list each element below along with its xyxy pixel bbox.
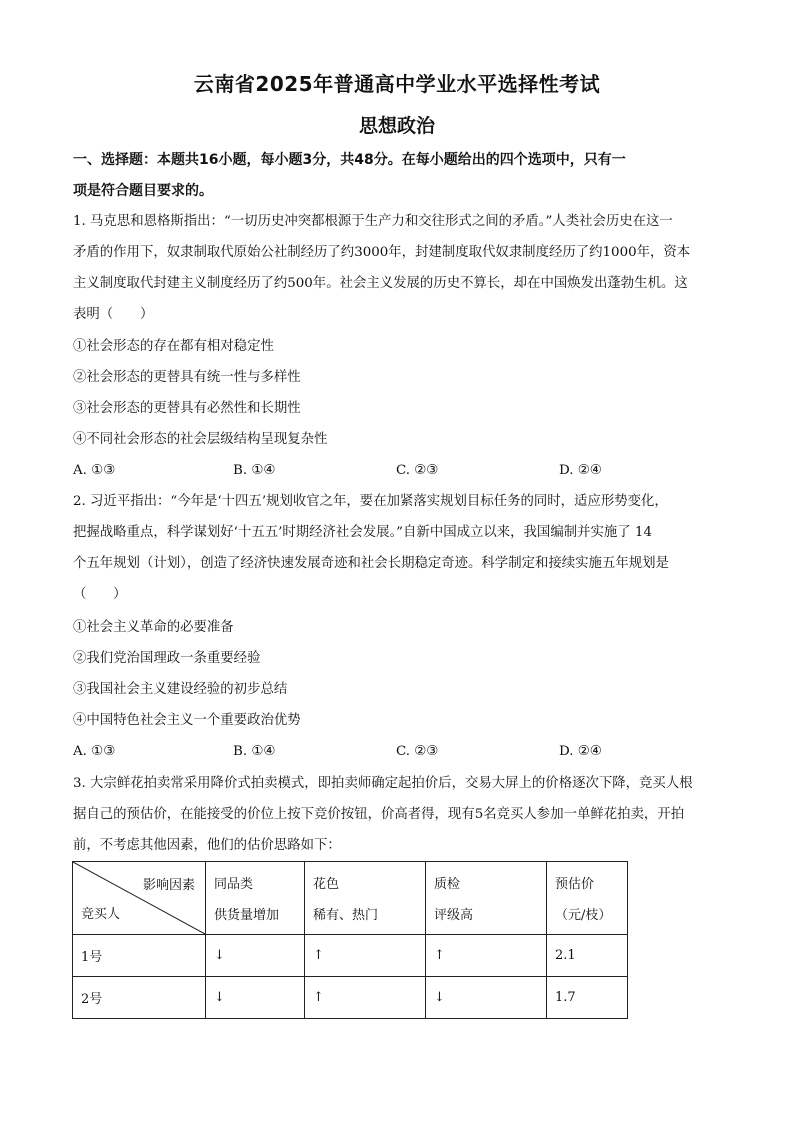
- table-cell: ↓: [206, 935, 305, 977]
- q2-stem-line: 把握战略重点，科学谋划好‘十五五’时期经济社会发展。”自新中国成立以来，我国编制并实施了 14: [73, 525, 652, 540]
- section-heading-line1: 一、选择题：本题共16小题，每小题3分，共48分。在每小题给出的四个选项中，只有一: [73, 152, 626, 168]
- q2-item: ①社会主义革命的必要准备: [73, 620, 234, 635]
- q2-option-b: B. ①④: [233, 744, 276, 759]
- q2-option-c: C. ②③: [396, 744, 439, 759]
- q2-stem-line: 2. 习近平指出：“今年是‘十四五’规划收官之年，要在加紧落实规划目标任务的同时，适应形势变化，: [73, 494, 668, 509]
- q2-item: ④中国特色社会主义一个重要政治优势: [73, 713, 301, 728]
- table-cell: ↓: [206, 977, 305, 1019]
- corner-label-bidder: 竞买人: [81, 907, 121, 922]
- header-label: 花色: [313, 877, 340, 892]
- diagonal-header-cell: [73, 862, 206, 935]
- q1-option-b: B. ①④: [233, 463, 276, 478]
- header-label: 同品类: [214, 877, 254, 892]
- q2-option-d: D. ②④: [559, 744, 602, 759]
- q1-option-a: A. ①③: [73, 463, 116, 478]
- exam-title: 云南省2025年普通高中学业水平选择性考试: [193, 72, 601, 96]
- q1-item: ②社会形态的更替具有统一性与多样性: [73, 370, 301, 385]
- header-sublabel: 评级高: [434, 908, 474, 923]
- header-cell: [206, 862, 305, 935]
- corner-label-factors: 影响因素: [142, 878, 195, 893]
- q3-stem-line: 据自己的预估价，在能接受的价位上按下竞价按钮，价高者得，现有5名竞买人参加一单鲜花拍卖，开拍: [73, 807, 685, 822]
- table-cell: ↑: [305, 935, 426, 977]
- table-cell: 1号: [73, 935, 206, 977]
- q2-stem-line: （ ）: [73, 587, 127, 602]
- header-cell: [426, 862, 547, 935]
- table-cell: 2.1: [547, 935, 628, 977]
- header-sublabel: （元/枝）: [555, 908, 612, 923]
- header-sublabel: 稀有、热门: [313, 908, 379, 923]
- header-sublabel: 供货量增加: [214, 908, 280, 923]
- q3-stem-line: 3. 大宗鲜花拍卖常采用降价式拍卖模式，即拍卖师确定起拍价后，交易大屏上的价格逐次下降，竞买人根: [73, 776, 693, 791]
- diagonal-line: [73, 862, 205, 934]
- q1-stem-line: 矛盾的作用下，奴隶制取代原始公社制经历了约3000年，封建制度取代奴隶制度经历了约1000年，资本: [73, 245, 691, 260]
- q2-stem-line: 个五年规划（计划），创造了经济快速发展奇迹和社会长期稳定奇迹。科学制定和接续实施五年规划是: [73, 556, 669, 571]
- table-row: [73, 935, 628, 977]
- table-cell: ↓: [426, 977, 547, 1019]
- bidder-estimate-table: [72, 861, 628, 1019]
- q1-item: ③社会形态的更替具有必然性和长期性: [73, 401, 301, 416]
- q2-item: ②我们党治国理政一条重要经验: [73, 651, 261, 666]
- header-cell: [547, 862, 628, 935]
- q1-option-c: C. ②③: [396, 463, 439, 478]
- q2-option-a: A. ①③: [73, 744, 116, 759]
- q1-item: ④不同社会形态的社会层级结构呈现复杂性: [73, 432, 328, 447]
- header-cell: [305, 862, 426, 935]
- section-heading-line2: 项是符合题目要求的。: [73, 183, 213, 199]
- q3-stem-line: 前，不考虑其他因素，他们的估价思路如下：: [73, 838, 341, 853]
- table-cell: 1.7: [547, 977, 628, 1019]
- header-label: 预估价: [555, 877, 595, 892]
- q1-stem-line: 表明（ ）: [73, 307, 154, 322]
- q1-stem-line: 1. 马克思和恩格斯指出：“一切历史冲突都根源于生产力和交往形式之间的矛盾。”人类社会历史在这一: [73, 214, 673, 229]
- q1-stem-line: 主义制度取代封建主义制度经历了约500年。社会主义发展的历史不算长，却在中国焕发出蓬勃生机。这: [73, 276, 688, 291]
- table-row: [73, 977, 628, 1019]
- table-cell: 2号: [73, 977, 206, 1019]
- q1-item: ①社会形态的存在都有相对稳定性: [73, 339, 274, 354]
- q1-option-d: D. ②④: [559, 463, 602, 478]
- header-label: 质检: [434, 877, 461, 892]
- table-header-row: [73, 862, 628, 935]
- table-cell: ↑: [305, 977, 426, 1019]
- exam-subject: 思想政治: [358, 115, 435, 137]
- q2-item: ③我国社会主义建设经验的初步总结: [73, 682, 288, 697]
- table-cell: ↑: [426, 935, 547, 977]
